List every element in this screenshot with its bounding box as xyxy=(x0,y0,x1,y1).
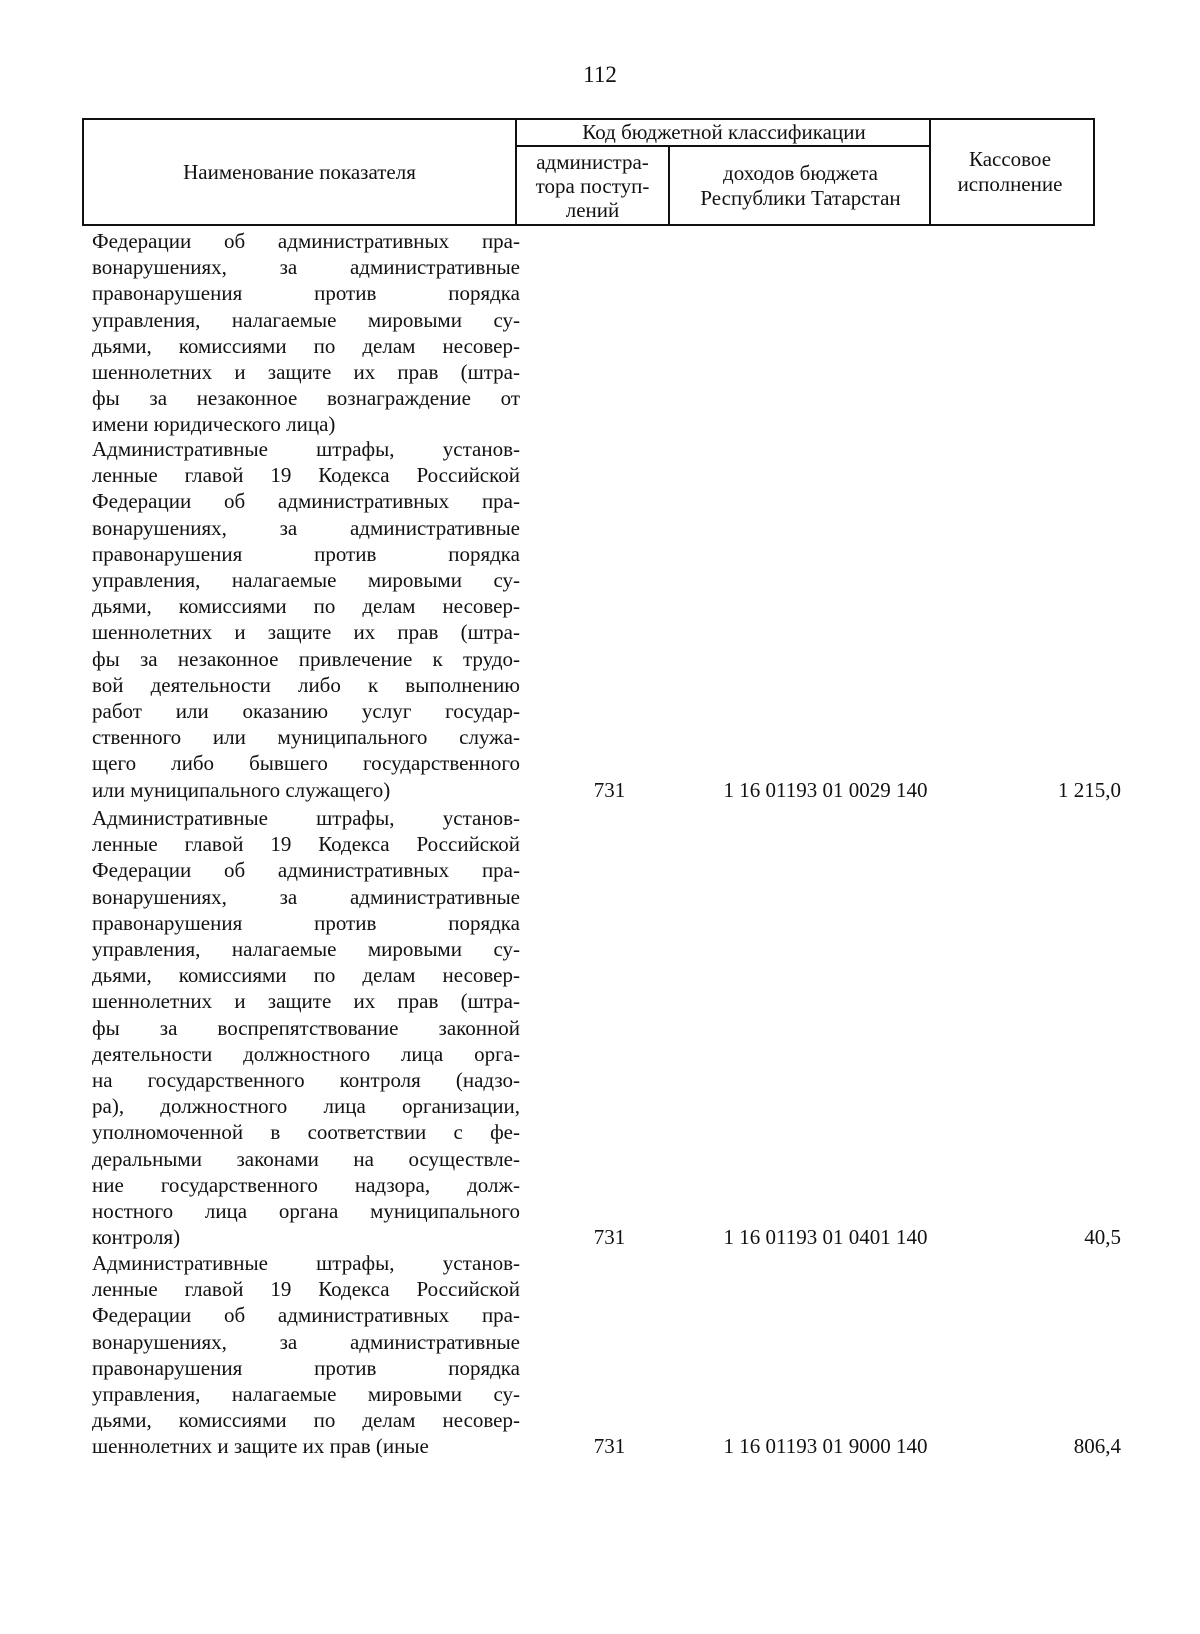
header-admin-line: лений xyxy=(565,197,620,222)
row-execution-value: 806,4 xyxy=(1073,1434,1121,1459)
row-description-line: имени юридического лица) xyxy=(92,412,336,437)
row-description-line: деральными законами на осуществле- xyxy=(92,1146,520,1171)
table-header-exec xyxy=(929,118,1095,226)
row-description-line: вонарушениях, за административные xyxy=(92,255,520,280)
row-description xyxy=(92,1250,520,1460)
row-description-line: управления, налагаемые мировыми су- xyxy=(92,568,520,593)
row-description-line: Федерации об административных пра- xyxy=(92,229,520,253)
header-admin-line: администра- xyxy=(536,149,649,174)
row-description-line: уполномоченной в соответствии с фе- xyxy=(92,1120,520,1145)
row-description xyxy=(92,228,520,438)
row-description-line: Федерации об административных пра- xyxy=(92,858,520,883)
row-description-line: шеннолетних и защите их прав (штра- xyxy=(92,360,520,385)
page-number: 112 xyxy=(583,62,617,87)
row-admin-code: 731 xyxy=(593,1225,626,1250)
row-description-line: ностного лица органа муниципального xyxy=(92,1199,520,1224)
row-admin-code: 731 xyxy=(593,1434,626,1459)
row-description-line: шеннолетних и защите их прав (иные xyxy=(92,1434,429,1459)
row-description-line: ленные главой 19 Кодекса Российской xyxy=(92,1277,520,1302)
row-description-line: правонарушения против порядка xyxy=(92,541,520,566)
header-admin-line: тора поступ- xyxy=(535,173,650,198)
header-income-line: Республики Татарстан xyxy=(700,185,901,210)
header-income-line: доходов бюджета xyxy=(723,160,878,185)
row-execution-value: 1 215,0 xyxy=(1058,777,1121,802)
row-description-line: правонарушения против порядка xyxy=(92,910,520,935)
header-admin xyxy=(515,147,668,224)
row-description-line: фы за незаконное привлечение к трудо- xyxy=(92,646,520,671)
row-description-line: деятельности должностного лица орга- xyxy=(92,1041,520,1066)
table-header xyxy=(82,118,931,226)
row-description-line: дьями, комиссиями по делам несовер- xyxy=(92,1408,520,1433)
header-execution-line: исполнение xyxy=(957,172,1063,196)
row-execution-value: 40,5 xyxy=(1084,1225,1121,1250)
row-description-line: шеннолетних и защите их прав (штра- xyxy=(92,989,520,1014)
row-description-line: шеннолетних и защите их прав (штра- xyxy=(92,620,520,645)
row-description-line: вой деятельности либо к выполнению xyxy=(92,672,520,697)
row-description-line: на государственного контроля (надзо- xyxy=(92,1068,520,1093)
row-description-line: работ или оказанию услуг государ- xyxy=(92,699,520,724)
row-description-line: фы за воспрепятствование законной xyxy=(92,1015,520,1040)
row-description-line: Федерации об административных пра- xyxy=(92,489,520,514)
row-description-line: управления, налагаемые мировыми су- xyxy=(92,307,520,332)
row-income-code: 1 16 01193 01 0401 140 xyxy=(723,1225,928,1250)
row-income-code: 1 16 01193 01 0029 140 xyxy=(723,777,928,802)
row-description-line: вонарушениях, за административные xyxy=(92,515,520,540)
row-description-line: Административные штрафы, установ- xyxy=(92,437,520,461)
header-income xyxy=(668,147,931,224)
row-description-line: вонарушениях, за административные xyxy=(92,1329,520,1354)
row-description-line: ра), должностного лица организации, xyxy=(92,1094,520,1119)
row-description-line: Административные штрафы, установ- xyxy=(92,806,520,830)
row-description-line: вонарушениях, за административные xyxy=(92,884,520,909)
row-description-line: ственного или муниципального служа- xyxy=(92,725,520,750)
row-description xyxy=(92,805,520,1250)
row-description-line: Федерации об административных пра- xyxy=(92,1303,520,1328)
row-description-line: Административные штрафы, установ- xyxy=(92,1251,520,1275)
row-description-line: дьями, комиссиями по делам несовер- xyxy=(92,594,520,619)
row-admin-code: 731 xyxy=(593,777,626,802)
row-description-line: управления, налагаемые мировыми су- xyxy=(92,1382,520,1407)
row-description-line: ленные главой 19 Кодекса Российской xyxy=(92,832,520,857)
row-description-line: ленные главой 19 Кодекса Российской xyxy=(92,463,520,488)
row-description-line: дьями, комиссиями по делам несовер- xyxy=(92,333,520,358)
header-name: Наименование показателя xyxy=(183,159,416,184)
row-description-line: дьями, комиссиями по делам несовер- xyxy=(92,963,520,988)
header-execution xyxy=(929,120,1091,224)
row-description-line: или муниципального служащего) xyxy=(92,777,391,802)
row-description-line: ние государственного надзора, долж- xyxy=(92,1172,520,1197)
header-code-group: Код бюджетной классификации xyxy=(515,120,931,147)
row-description-line: щего либо бывшего государственного xyxy=(92,751,520,776)
row-income-code: 1 16 01193 01 9000 140 xyxy=(723,1434,928,1459)
row-description-line: правонарушения против порядка xyxy=(92,1355,520,1380)
row-description xyxy=(92,436,520,803)
row-description-line: правонарушения против порядка xyxy=(92,281,520,306)
header-execution-line: Кассовое xyxy=(968,147,1052,171)
row-description-line: управления, налагаемые мировыми су- xyxy=(92,937,520,962)
row-description-line: фы за незаконное вознаграждение от xyxy=(92,386,520,411)
row-description-line: контроля) xyxy=(92,1225,181,1250)
